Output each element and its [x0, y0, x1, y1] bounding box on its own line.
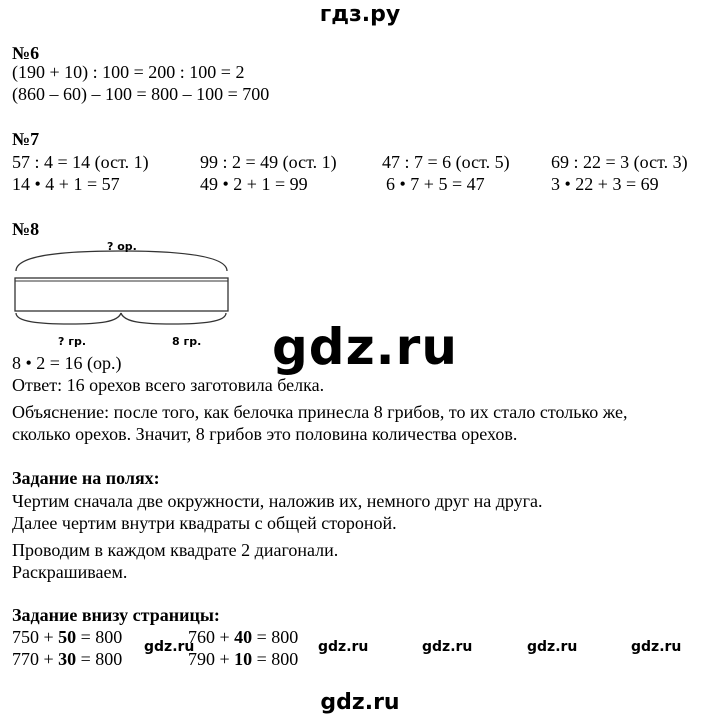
equation-part: 770 + [12, 649, 59, 669]
diagram-top-brace [16, 251, 227, 271]
diagram-label-bottom-left: ? гр. [58, 335, 87, 348]
equation-part: 750 + [12, 627, 59, 647]
task7-row2-col4: 3 • 22 + 3 = 69 [551, 174, 659, 194]
task7-row1-col1: 57 : 4 = 14 (ост. 1) [12, 152, 149, 172]
equation-answer: 10 [234, 649, 253, 669]
task7-title: №7 [12, 129, 40, 149]
task7-row2-col1: 14 • 4 + 1 = 57 [12, 174, 120, 194]
equation-answer: 50 [58, 627, 77, 647]
equation-answer: 40 [234, 627, 253, 647]
task7-row1-col3: 47 : 7 = 6 (ост. 5) [382, 152, 510, 172]
watermark-small-4: gdz.ru [527, 639, 578, 655]
bottom-equation-3 [12, 648, 122, 670]
bottom-equation-4 [188, 648, 298, 670]
watermark-center: gdz.ru [272, 318, 458, 376]
watermark-top: гдз.ру [319, 2, 401, 27]
watermark-small-1: gdz.ru [144, 639, 195, 655]
task7-row1-col2: 99 : 2 = 49 (ост. 1) [200, 152, 337, 172]
task7-row2-col2: 49 • 2 + 1 = 99 [200, 174, 308, 194]
task6-line-1: (190 + 10) : 100 = 200 : 100 = 2 [12, 62, 245, 82]
watermark-small-2: gdz.ru [318, 639, 369, 655]
watermark-bottom: gdz.ru [320, 690, 400, 715]
task6-title: №6 [12, 43, 40, 63]
equation-part: = 800 [76, 627, 123, 647]
equation-part: = 800 [252, 627, 299, 647]
task6-line-2: (860 – 60) – 100 = 800 – 100 = 700 [12, 84, 270, 104]
bottom-equation-2 [188, 626, 298, 648]
margin-task-title: Задание на полях: [12, 468, 160, 488]
margin-task-line-1: Чертим сначала две окружности, наложив их, немного друг на друга. [12, 491, 543, 511]
margin-task-line-2: Далее чертим внутри квадраты с общей стороной. [12, 513, 397, 533]
diagram-strip [15, 278, 228, 311]
task8-explanation-line-2: сколько орехов. Значит, 8 грибов это половина количества орехов. [12, 424, 518, 444]
bottom-task-title: Задание внизу страницы: [12, 605, 220, 625]
task8-explanation-line-1: Объяснение: после того, как белочка принесла 8 грибов, то их стало столько же, [12, 402, 628, 422]
equation-part: = 800 [252, 649, 299, 669]
equation-part: = 800 [76, 649, 123, 669]
task8-title: №8 [12, 219, 40, 239]
task8-answer: Ответ: 16 орехов всего заготовила белка. [12, 375, 325, 395]
watermark-small-5: gdz.ru [631, 639, 682, 655]
equation-answer: 30 [58, 649, 77, 669]
diagram-bottom-brace-right [121, 313, 226, 324]
task8-solution: 8 • 2 = 16 (ор.) [12, 353, 122, 373]
task7-row1-col4: 69 : 22 = 3 (ост. 3) [551, 152, 688, 172]
watermark-small-3: gdz.ru [422, 639, 473, 655]
margin-task-line-3: Проводим в каждом квадрате 2 диагонали. [12, 540, 339, 560]
diagram-bottom-brace-left [16, 313, 121, 324]
bottom-equation-1 [12, 626, 122, 648]
equation-part: 760 + [188, 627, 235, 647]
margin-task-line-4: Раскрашиваем. [12, 562, 128, 582]
equation-part: 790 + [188, 649, 235, 669]
diagram-label-top: ? ор. [107, 240, 137, 253]
task7-row2-col3: 6 • 7 + 5 = 47 [386, 174, 485, 194]
diagram-label-bottom-right: 8 гр. [172, 335, 202, 348]
